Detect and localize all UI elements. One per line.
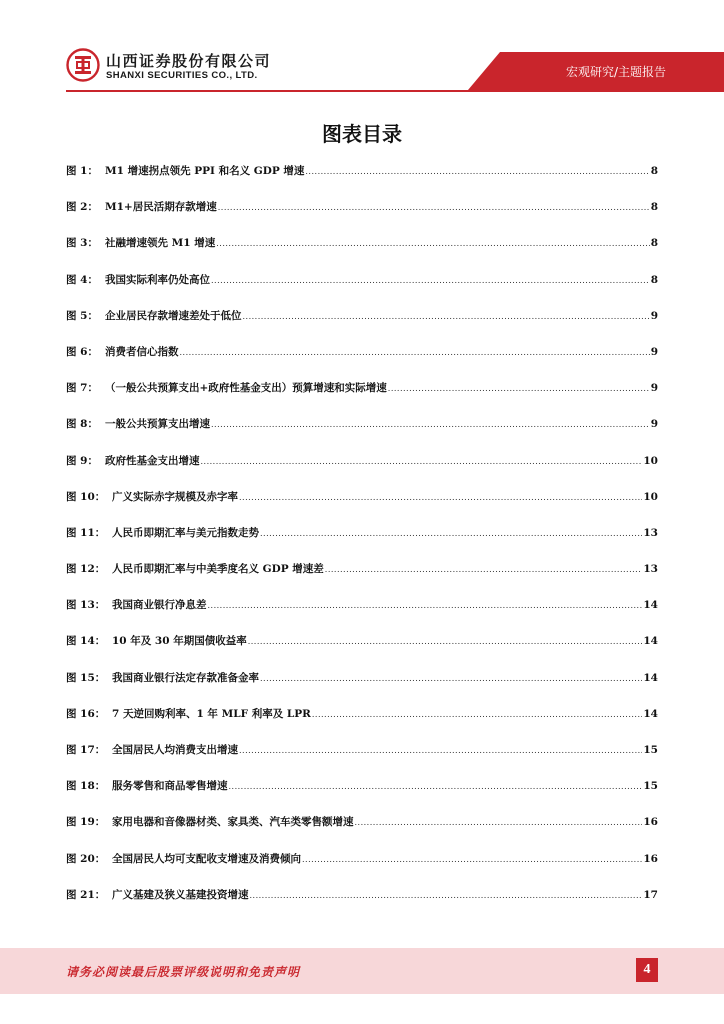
toc-entry-title: 广义实际赤字规模及赤字率 — [112, 490, 238, 503]
toc-entry-label: 图 2： — [66, 201, 98, 214]
toc-leader-dots — [248, 637, 643, 646]
toc-entry-title: 人民币即期汇率与美元指数走势 — [112, 526, 259, 539]
toc-entry[interactable] — [66, 887, 658, 923]
toc-entry-label: 图 21： — [66, 888, 106, 901]
toc-leader-dots — [201, 457, 643, 466]
toc-entry[interactable] — [66, 453, 658, 489]
toc-leader-dots — [355, 818, 643, 827]
toc-leader-dots — [208, 601, 643, 610]
toc-entry[interactable] — [66, 308, 658, 344]
toc-entry-page: 14 — [643, 635, 658, 648]
figure-toc-list — [66, 163, 658, 923]
toc-leader-dots — [216, 239, 649, 248]
toc-entry-title: 家用电器和音像器材类、家具类、汽车类零售额增速 — [112, 816, 354, 829]
toc-leader-dots — [239, 493, 642, 502]
report-type-label: 宏观研究/主题报告 — [565, 65, 666, 79]
toc-entry-page: 9 — [650, 382, 658, 395]
toc-entry-page: 10 — [643, 454, 658, 467]
toc-entry[interactable] — [66, 380, 658, 416]
toc-entry-title: M1 增速拐点领先 PPI 和名义 GDP 增速 — [105, 165, 305, 177]
toc-entry-page: 14 — [643, 707, 658, 720]
company-name-en: SHANXI SECURITIES CO., LTD. — [106, 70, 258, 81]
toc-entry-title: 人民币即期汇率与中美季度名义 GDP 增速差 — [112, 563, 324, 576]
toc-entry-page: 16 — [643, 816, 658, 829]
toc-entry-page: 8 — [650, 273, 658, 286]
toc-entry[interactable] — [66, 416, 658, 452]
toc-entry[interactable] — [66, 633, 658, 669]
toc-entry-label: 图 10： — [66, 490, 106, 503]
toc-entry-label: 图 12： — [66, 563, 106, 576]
toc-entry[interactable] — [66, 199, 658, 235]
toc-leader-dots — [312, 710, 643, 719]
toc-entry[interactable] — [66, 272, 658, 308]
toc-entry-title: 7 天逆回购利率、1 年 MLF 利率及 LPR — [112, 707, 311, 720]
toc-entry-page: 14 — [643, 599, 658, 612]
toc-entry[interactable] — [66, 489, 658, 525]
toc-entry[interactable] — [66, 597, 658, 633]
page-number: 4 — [636, 958, 658, 982]
toc-leader-dots — [388, 384, 650, 393]
toc-entry-label: 图 17： — [66, 744, 106, 756]
toc-entry[interactable] — [66, 814, 658, 850]
toc-entry-label: 图 14： — [66, 635, 106, 648]
shanxi-securities-logo-icon — [66, 48, 100, 82]
toc-entry[interactable] — [66, 163, 658, 199]
toc-entry[interactable] — [66, 851, 658, 887]
toc-entry-label: 图 8： — [66, 418, 98, 431]
toc-entry-title: 广义基建及狭义基建投资增速 — [112, 888, 249, 901]
toc-entry-page: 16 — [643, 852, 658, 865]
toc-entry[interactable] — [66, 778, 658, 814]
toc-leader-dots — [180, 348, 650, 357]
toc-entry-title: （一般公共预算支出+政府性基金支出）预算增速和实际增速 — [105, 382, 387, 395]
toc-entry-page: 10 — [643, 490, 658, 503]
toc-entry-title: M1+居民活期存款增速 — [105, 201, 217, 214]
toc-entry-page: 8 — [650, 165, 658, 177]
toc-entry[interactable] — [66, 525, 658, 561]
toc-leader-dots — [211, 276, 650, 285]
toc-entry-page: 13 — [643, 526, 658, 539]
toc-leader-dots — [211, 420, 650, 429]
toc-entry-page: 13 — [643, 563, 658, 576]
toc-entry-title: 全国居民人均可支配收支增速及消费倾向 — [112, 852, 301, 865]
toc-entry-label: 图 4： — [66, 273, 98, 286]
company-name-cn: 山西证券股份有限公司 — [106, 52, 272, 70]
toc-entry-title: 10 年及 30 年期国债收益率 — [112, 635, 247, 648]
toc-entry-title: 企业居民存款增速差处于低位 — [105, 309, 242, 322]
toc-entry-label: 图 7： — [66, 382, 98, 395]
toc-entry-label: 图 20： — [66, 852, 106, 865]
toc-entry-title: 我国实际利率仍处高位 — [105, 273, 210, 286]
toc-entry[interactable] — [66, 561, 658, 597]
toc-entry-page: 14 — [643, 671, 658, 684]
toc-entry-label: 图 5： — [66, 309, 98, 322]
toc-entry-label: 图 16： — [66, 707, 106, 720]
toc-entry-page: 15 — [643, 744, 658, 756]
toc-entry-label: 图 3： — [66, 237, 98, 250]
toc-entry[interactable] — [66, 706, 658, 742]
toc-entry[interactable] — [66, 235, 658, 271]
toc-leader-dots — [239, 746, 642, 755]
toc-leader-dots — [305, 167, 649, 176]
toc-leader-dots — [260, 529, 642, 538]
toc-entry-title: 政府性基金支出增速 — [105, 454, 200, 467]
toc-entry[interactable] — [66, 344, 658, 380]
toc-entry-title: 我国商业银行法定存款准备金率 — [112, 671, 259, 684]
toc-entry-label: 图 11： — [66, 526, 106, 539]
toc-entry-label: 图 9： — [66, 454, 98, 467]
toc-entry-page: 8 — [650, 201, 658, 214]
toc-entry-title: 一般公共预算支出增速 — [105, 418, 210, 431]
toc-leader-dots — [325, 565, 643, 574]
disclaimer-notice: 请务必阅读最后股票评级说明和免责声明 — [66, 965, 301, 979]
toc-entry-title: 社融增速领先 M1 增速 — [105, 237, 216, 250]
toc-leader-dots — [302, 855, 642, 864]
toc-entry-label: 图 19： — [66, 816, 106, 829]
toc-entry-title: 消费者信心指数 — [105, 345, 179, 358]
toc-entry-label: 图 18： — [66, 780, 106, 793]
toc-entry-title: 我国商业银行净息差 — [112, 599, 207, 612]
toc-entry-label: 图 15： — [66, 671, 106, 684]
toc-entry-page: 9 — [650, 418, 658, 431]
toc-entry-page: 15 — [643, 780, 658, 793]
toc-entry-page: 9 — [650, 309, 658, 322]
toc-entry-page: 17 — [643, 888, 658, 901]
toc-leader-dots — [260, 674, 642, 683]
toc-entry-title: 服务零售和商品零售增速 — [112, 780, 228, 793]
toc-entry-title: 全国居民人均消费支出增速 — [112, 744, 238, 756]
toc-entry[interactable] — [66, 742, 658, 778]
toc-leader-dots — [243, 312, 650, 321]
toc-entry-label: 图 1： — [66, 165, 98, 177]
toc-entry[interactable] — [66, 670, 658, 706]
toc-leader-dots — [250, 891, 643, 900]
toc-entry-page: 9 — [650, 345, 658, 358]
toc-entry-label: 图 6： — [66, 345, 98, 358]
toc-entry-label: 图 13： — [66, 599, 106, 612]
toc-leader-dots — [229, 782, 643, 791]
toc-leader-dots — [218, 203, 650, 212]
page-title: 图表目录 — [322, 122, 402, 146]
header-divider — [66, 90, 724, 92]
toc-entry-page: 8 — [650, 237, 658, 250]
